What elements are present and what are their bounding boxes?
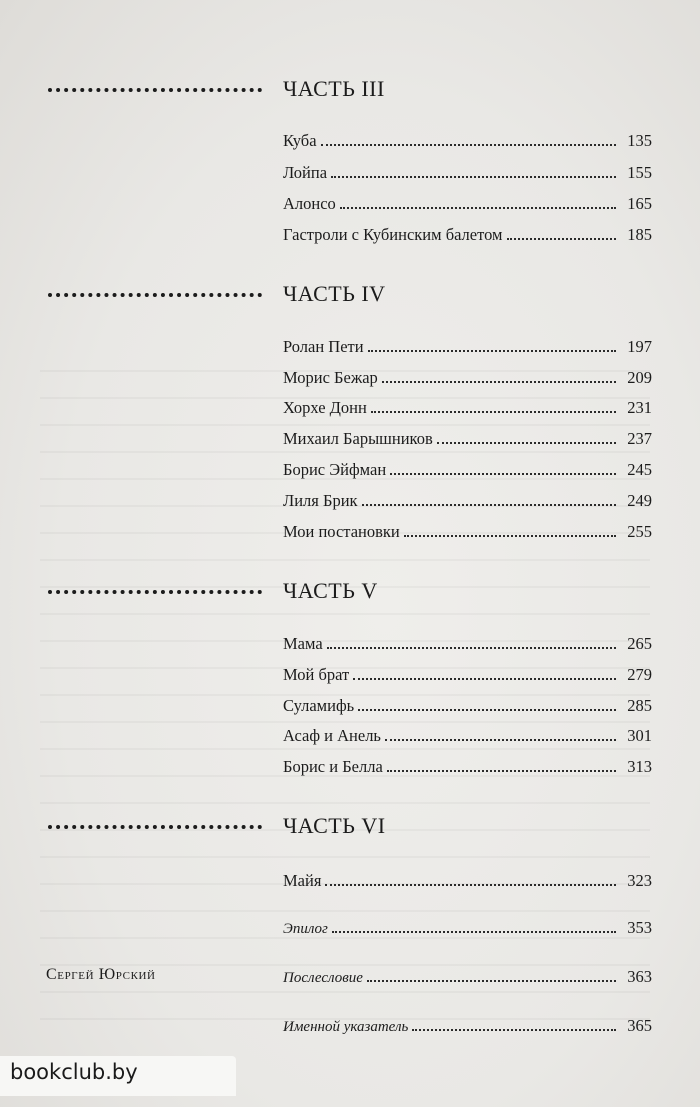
entry-page: 353 <box>627 918 652 937</box>
part-title: ЧАСТЬ III <box>283 76 385 101</box>
toc-entry <box>283 751 652 777</box>
entry-page: 249 <box>627 491 652 510</box>
entry-page: 155 <box>627 163 652 182</box>
entry-page: 255 <box>627 522 652 541</box>
entry-page: 285 <box>627 696 652 715</box>
dot-leader <box>321 144 616 146</box>
dot-leader <box>371 411 616 413</box>
part-title: ЧАСТЬ VI <box>283 813 386 838</box>
heading-dot-leader <box>48 293 262 297</box>
toc-entry <box>283 362 652 388</box>
entry-title: Мой брат <box>283 665 350 684</box>
entry-title: Майя <box>283 871 322 890</box>
dot-leader <box>412 1029 616 1031</box>
toc-entry <box>283 157 652 183</box>
toc-entry <box>283 331 652 357</box>
watermark-text: bookclub.by <box>10 1060 138 1084</box>
entry-title: Борис и Белла <box>283 757 383 776</box>
toc-entry <box>283 423 652 449</box>
toc-entry <box>283 454 652 480</box>
entry-title: Лойпа <box>283 163 328 182</box>
toc-entry <box>283 392 652 418</box>
toc-entry <box>283 690 652 716</box>
part-title: ЧАСТЬ V <box>283 578 378 603</box>
entry-page: 209 <box>627 368 652 387</box>
dot-leader <box>390 473 616 475</box>
dot-leader <box>362 504 616 506</box>
dot-leader <box>331 176 616 178</box>
dot-leader <box>382 381 616 383</box>
dot-leader <box>332 931 616 933</box>
entry-page: 237 <box>627 429 652 448</box>
dot-leader <box>507 238 617 240</box>
entry-title: Именной указатель <box>283 1019 409 1035</box>
toc-entry <box>283 720 652 746</box>
entry-page: 363 <box>627 967 652 986</box>
toc-entry <box>283 516 652 542</box>
dot-leader <box>385 739 616 741</box>
entry-page: 323 <box>627 871 652 890</box>
entry-title: Послесловие <box>283 970 363 986</box>
heading-dot-leader <box>48 825 262 829</box>
entry-page: 135 <box>627 131 652 150</box>
entry-title: Алонсо <box>283 194 336 213</box>
toc-entry <box>283 961 652 987</box>
entry-page: 231 <box>627 398 652 417</box>
entry-title: Хорхе Донн <box>283 398 367 417</box>
heading-dot-leader <box>48 590 262 594</box>
author-name: Сергей Юрский <box>46 966 156 983</box>
entry-title: Михаил Барышников <box>283 429 433 448</box>
entry-page: 365 <box>627 1016 652 1035</box>
entry-title: Морис Бежар <box>283 368 378 387</box>
dot-leader <box>353 678 616 680</box>
heading-dot-leader <box>48 88 262 92</box>
dot-leader <box>358 709 616 711</box>
entry-page: 197 <box>627 337 652 356</box>
watermark-badge <box>0 1056 236 1096</box>
entry-page: 265 <box>627 634 652 653</box>
dot-leader <box>404 535 616 537</box>
entry-title: Куба <box>283 131 317 150</box>
entry-title: Лиля Брик <box>283 491 358 510</box>
entry-title: Мама <box>283 634 323 653</box>
dot-leader <box>367 980 616 982</box>
entry-page: 279 <box>627 665 652 684</box>
entry-title: Гастроли с Кубинским балетом <box>283 225 503 244</box>
dot-leader <box>387 770 616 772</box>
toc-entry <box>283 912 652 938</box>
dot-leader <box>437 442 616 444</box>
entry-title: Эпилог <box>283 921 328 937</box>
dot-leader <box>327 647 616 649</box>
entry-page: 245 <box>627 460 652 479</box>
dot-leader <box>325 884 616 886</box>
dot-leader <box>340 207 616 209</box>
entry-title: Мои постановки <box>283 522 400 541</box>
toc-entry <box>283 865 652 891</box>
toc-entry <box>283 188 652 214</box>
toc-entry <box>283 485 652 511</box>
toc-entry <box>283 628 652 654</box>
toc-entry <box>283 1010 652 1036</box>
entry-title: Ролан Пети <box>283 337 364 356</box>
part-title: ЧАСТЬ IV <box>283 281 386 306</box>
entry-title: Борис Эйфман <box>283 460 387 479</box>
toc-entry <box>283 659 652 685</box>
toc-entry <box>283 219 652 245</box>
toc-entry <box>283 125 652 151</box>
entry-page: 313 <box>627 757 652 776</box>
entry-page: 185 <box>627 225 652 244</box>
dot-leader <box>368 350 616 352</box>
entry-title: Асаф и Анель <box>283 726 381 745</box>
entry-title: Суламифь <box>283 696 355 715</box>
entry-page: 165 <box>627 194 652 213</box>
entry-page: 301 <box>627 726 652 745</box>
